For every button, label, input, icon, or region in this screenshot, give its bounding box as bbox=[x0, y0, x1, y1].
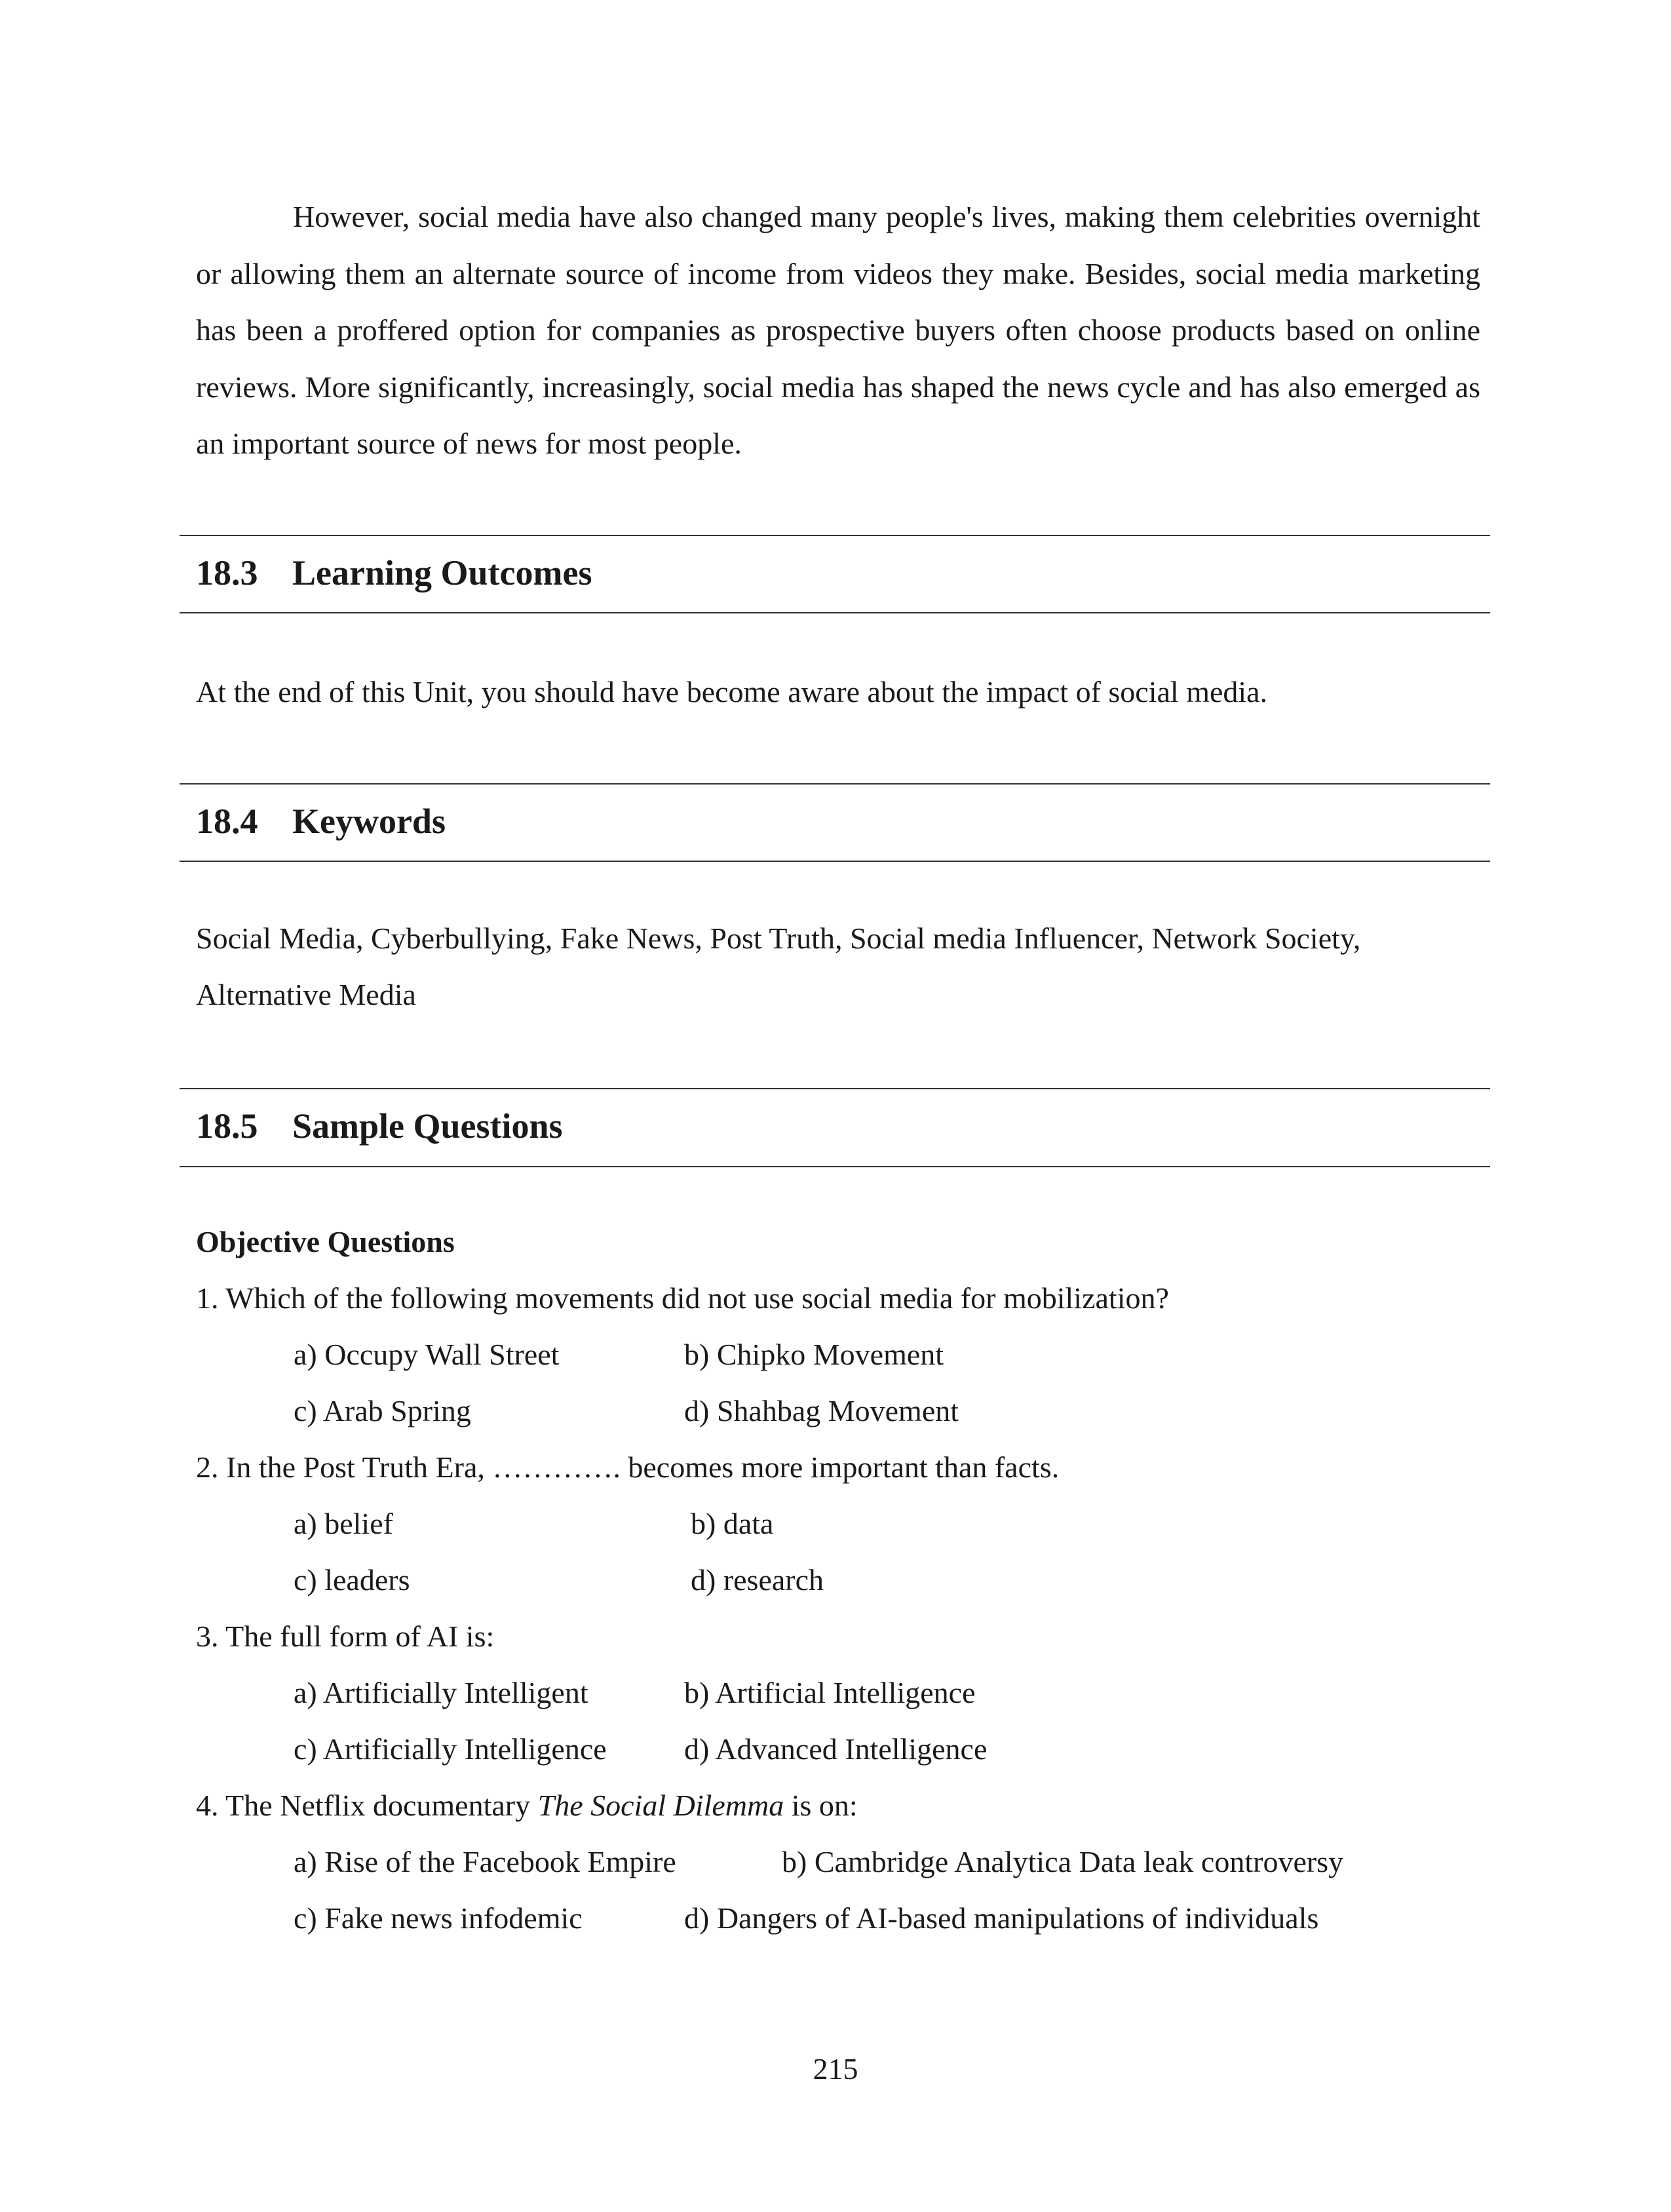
question-option: d) research bbox=[691, 1563, 824, 1597]
section-rule-bottom bbox=[180, 1166, 1490, 1167]
page-number: 215 bbox=[813, 2052, 858, 2086]
question-text-start: 4. The Netflix documentary bbox=[196, 1789, 538, 1822]
question-option: c) Arab Spring bbox=[294, 1394, 471, 1427]
section-rule-top bbox=[180, 783, 1490, 785]
question-option: a) Occupy Wall Street bbox=[294, 1338, 560, 1371]
keywords-line: Social Media, Cyberbullying, Fake News, Post Truth, Social media Influencer, Network Society, bbox=[196, 922, 1361, 955]
question-option: a) Artificially Intelligent bbox=[294, 1676, 588, 1709]
question-text: 3. The full form of AI is: bbox=[196, 1620, 495, 1653]
question-text bbox=[196, 1788, 858, 1823]
section-number: 18.5 bbox=[196, 1106, 258, 1146]
question-option: d) Shahbag Movement bbox=[684, 1394, 959, 1427]
question-text-end: is on: bbox=[784, 1789, 858, 1822]
section-number: 18.3 bbox=[196, 553, 258, 592]
section-rule-bottom bbox=[180, 612, 1490, 613]
section-rule-top bbox=[180, 535, 1490, 536]
question-option: d) Advanced Intelligence bbox=[684, 1732, 988, 1766]
section-heading-sample-questions bbox=[196, 1106, 563, 1146]
keywords-line: Alternative Media bbox=[196, 978, 416, 1011]
learning-outcomes-text: At the end of this Unit, you should have become aware about the impact of social media. bbox=[196, 675, 1268, 708]
question-text: 2. In the Post Truth Era, …………. becomes more important than facts. bbox=[196, 1450, 1060, 1484]
section-rule-bottom bbox=[180, 861, 1490, 862]
section-heading-keywords bbox=[196, 801, 446, 842]
question-option: d) Dangers of AI-based manipulations of individuals bbox=[684, 1901, 1319, 1935]
question-option: a) Rise of the Facebook Empire bbox=[294, 1845, 676, 1878]
section-title: Learning Outcomes bbox=[292, 553, 592, 592]
documentary-title: The Social Dilemma bbox=[537, 1789, 784, 1822]
question-text: 1. Which of the following movements did not use social media for mobilization? bbox=[196, 1281, 1169, 1315]
question-option: a) belief bbox=[294, 1507, 393, 1540]
question-option: b) Cambridge Analytica Data leak controversy bbox=[782, 1845, 1344, 1878]
question-option: c) leaders bbox=[294, 1563, 410, 1597]
objective-questions-heading: Objective Questions bbox=[196, 1225, 455, 1258]
section-number: 18.4 bbox=[196, 802, 258, 841]
question-option: c) Fake news infodemic bbox=[294, 1901, 583, 1935]
section-rule-top bbox=[180, 1088, 1490, 1089]
question-option: b) Chipko Movement bbox=[684, 1338, 944, 1371]
section-heading-learning-outcomes bbox=[196, 553, 592, 593]
section-title: Sample Questions bbox=[292, 1106, 563, 1146]
question-option: c) Artificially Intelligence bbox=[294, 1732, 607, 1766]
question-option: b) Artificial Intelligence bbox=[684, 1676, 976, 1709]
intro-paragraph: However, social media have also changed many people's lives, making them celebrities overnight or allowing them an alternate source of income from videos they make. Besides, social media marketing has been a proffered option for companies as prospective buyers often choose products based on online reviews. More significantly, increasingly, social media has shaped the news cycle and has also emerged as an important source of news for most people. bbox=[196, 200, 1480, 460]
section-title: Keywords bbox=[292, 802, 446, 841]
question-option: b) data bbox=[691, 1507, 774, 1540]
